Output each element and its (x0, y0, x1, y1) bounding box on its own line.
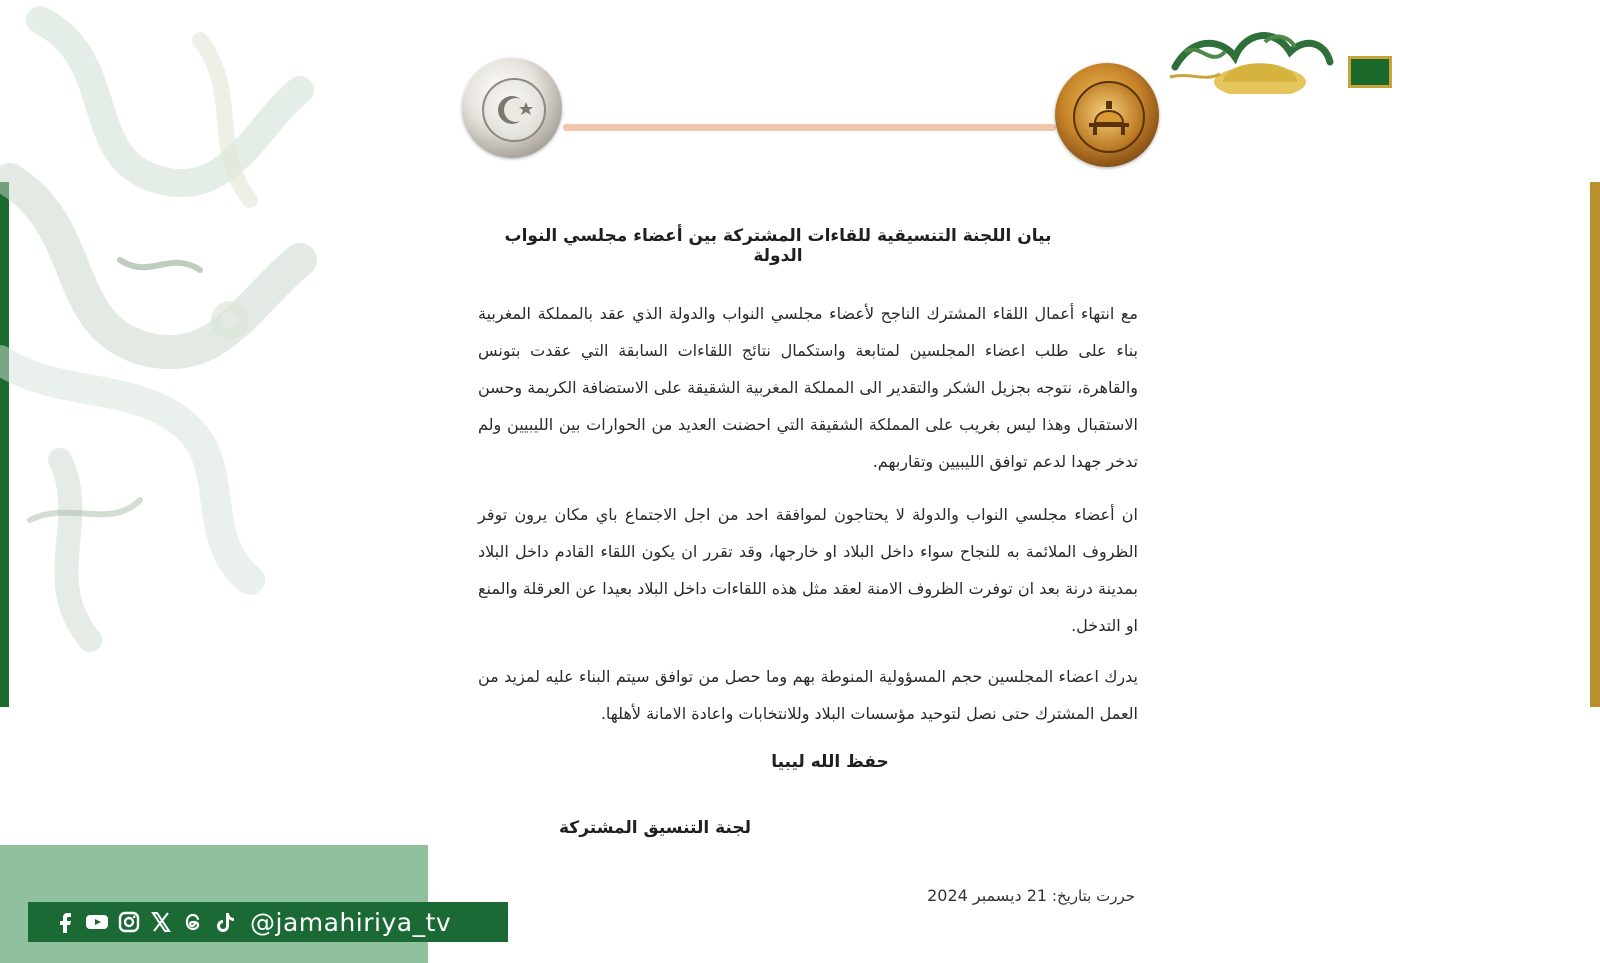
x-icon[interactable] (148, 909, 173, 935)
paragraph-3: يدرك اعضاء المجلسين حجم المسؤولية المنوطة بهم وما حصل من توافق سيتم البناء عليه لمزيد من العمل المشترك حتى نصل لتوحيد مؤسسات البلاد وللانتخابات واعادة الامانة لأهلها. (478, 667, 1138, 723)
header-divider-line (563, 124, 1056, 131)
social-media-bar (28, 902, 508, 942)
green-flag-icon (1348, 56, 1392, 88)
calligraphy-watermark (0, 0, 320, 660)
facebook-icon[interactable] (52, 909, 77, 935)
date-value: 21 ديسمبر 2024 (927, 886, 1048, 905)
paragraph-1: مع انتهاء أعمال اللقاء المشترك الناجح لأعضاء مجلسي النواب والدولة الذي عقد بالمملكة المغربية بناء على طلب اعضاء المجلسين لمتابعة واستكمال نتائج اللقاءات السابقة التي عقدت بتونس والقاهرة، نتوجه بجزيل الشكر والتقدير الى المملكة المغربية الشقيقة على الاستضافة الكريمة وحسن الاستقبال وهذا ليس بغريب على المملكة الشقيقة التي احضنت العديد من الحوارات بين الليبيين ولم تدخر جهدا لدعم توافق الليبيين وتقاربهم. (478, 304, 1138, 471)
signature: لجنة التنسيق المشتركة (559, 818, 751, 838)
jamahiriya-calligraphy-logo-icon (1165, 12, 1335, 94)
document-date (880, 886, 1135, 905)
instagram-icon[interactable] (116, 909, 141, 935)
youtube-icon[interactable] (84, 909, 109, 935)
right-accent-bar (1590, 182, 1600, 707)
house-of-representatives-seal-icon (1055, 63, 1159, 167)
closing-phrase: حفظ الله ليبيا (771, 752, 889, 772)
paragraph-2: ان أعضاء مجلسي النواب والدولة لا يحتاجون لموافقة احد من اجل الاجتماع باي مكان يرون توفر الظروف الملائمة به للنجاح سواء داخل البلاد او خارجها، وقد تقرر ان يكون اللقاء القادم داخل البلاد بمدينة درنة بعد ان توفرت الظروف الامنة لعقد مثل هذه اللقاءات داخل البلاد بعيدا عن العرقلة والمنع او التدخل. (478, 505, 1138, 635)
threads-icon[interactable] (180, 909, 205, 935)
date-label: حررت بتاريخ: (1051, 887, 1135, 905)
document-title: بيان اللجنة التنسيقية للقاءات المشتركة بين أعضاء مجلسي النواب الدولة (504, 226, 1052, 266)
social-handle[interactable]: @jamahiriya_tv (250, 907, 452, 937)
tiktok-icon[interactable] (212, 909, 237, 935)
libya-state-council-seal-icon (462, 58, 562, 158)
